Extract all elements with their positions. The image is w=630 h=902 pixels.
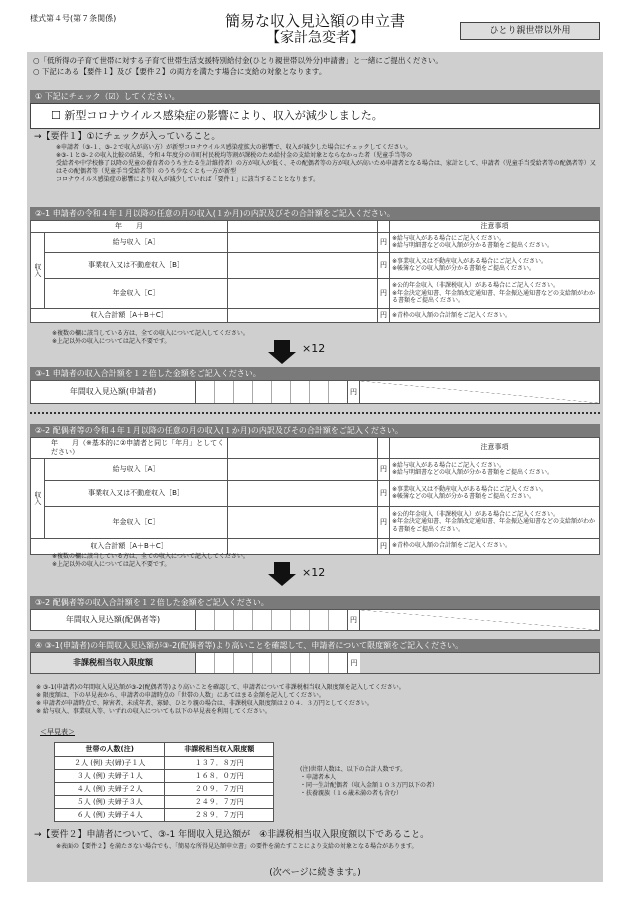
year-month[interactable]: 年 月（※基本的に②申請者と同じ「年月」としてください） <box>31 438 228 459</box>
note-line: ※公的年金収入（非課税収入）がある場合にご記入ください。 <box>392 282 560 289</box>
total-note: ※青枠の収入額の合計額をご記入ください。 <box>390 308 600 322</box>
note-line: ※年金決定通知書、年金額改定通知書、年金振込通知書などの支給額がわかる書類をご提出ください。 <box>392 518 596 533</box>
income-side-label: 収入 <box>31 232 45 308</box>
form-number: 様式第４号(第７条関係) <box>30 14 117 23</box>
annual-applicant-input[interactable] <box>196 381 348 403</box>
note-line: ※ ③-1(申請者)の年間収入見込額が③-2(配偶者等)より高いことを確認して、申請者について非課税相当収入限度額を記入してください。 <box>36 684 405 691</box>
annual-applicant-label: 年間収入見込額(申請者) <box>31 381 196 403</box>
table-row <box>55 783 274 796</box>
requirement2-note: ※表面の【要件２】を満たさない場合でも、「簡易な所得見込額申立書」の要件を満たすことにより支給の対象となる場合があります。 <box>56 843 418 850</box>
times-twelve: ×12 <box>302 342 326 355</box>
section22-header: ②-2 配偶者等の令和４年１月以降の任意の月の収入(１か月)の内訳及びその合計額をご記入ください。 <box>30 424 600 437</box>
section32-header: ③-2 配偶者等の収入合計額を１２倍した金額をご記入ください。 <box>30 596 600 609</box>
cell: ４人 (例) 夫婦子２人 <box>55 783 165 796</box>
cell: ２８９．７万円 <box>165 809 274 822</box>
page-title: 簡易な収入見込額の申立書 <box>224 12 405 30</box>
note-line: ※帳簿などの収入額が分かる書類をご提出ください。 <box>392 265 536 273</box>
total-note: ※青枠の収入額の合計額をご記入ください。 <box>390 538 600 554</box>
note-line: 受給者や中学校修了以降の児童の養育者のうち主たる生計維持者）の方が収入が低く、その配偶者等の方が収入が高いため申請者となる場合は、家計として、申請者（児童手当受給者等の配偶者等）又はその配偶者等（児童手当受給者等）のうち少なくとも一方が新型 <box>56 160 596 175</box>
times-twelve: ×12 <box>302 566 326 579</box>
section4-notes <box>36 684 596 716</box>
cell: １３７．８万円 <box>165 757 274 770</box>
note-line: ・申請者本人 <box>300 774 337 781</box>
quick-h2: 非課税相当収入限度額 <box>165 743 274 757</box>
table-row <box>55 809 274 822</box>
dotted-divider <box>30 412 600 414</box>
pension-label: 年金収入［C］ <box>45 278 228 308</box>
note-line: ※給与収入がある場合にご記入ください。 <box>392 234 506 242</box>
note-line: ※事業収入又は不動産収入がある場合にご記入ください。 <box>392 257 548 265</box>
note-line: ※給与収入がある場合にご記入ください。 <box>392 461 506 469</box>
note-line: ※上記以外の収入については記入不要です。 <box>52 338 171 345</box>
table-row <box>55 770 274 783</box>
note-line: ※ 申請者が申請時点で、障害者、未成年者、寡婦、ひとり親の場合は、非課税収入限度額は２０４．３万円としてください。 <box>36 700 373 707</box>
notes-heading: 注意事項 <box>390 438 600 459</box>
note-line: ※帳簿などの収入額が分かる書類をご提出ください。 <box>392 493 536 500</box>
yen-unit: 円 <box>378 308 390 322</box>
yen-unit: 円 <box>378 506 390 538</box>
intro <box>33 56 598 77</box>
note-line: ※年金決定通知書、年金額改定通知書、年金振込通知書などの支給額がわかる書類をご提出ください。 <box>392 289 596 304</box>
limit-label: 非課税相当収入限度額 <box>31 653 196 673</box>
table-row <box>55 757 274 770</box>
section4-header: ④ ③-1(申請者)の年間収入見込額が③-2(配偶者等)より高いことを確認して、申請者について限度額をご記入ください。 <box>30 639 600 652</box>
section21-foot <box>52 330 249 346</box>
note-line: ※複数の欄に該当している方は、全ての収入について記入してください。 <box>52 330 249 337</box>
table-row <box>55 796 274 809</box>
pension-label: 年金収入［C］ <box>45 506 228 538</box>
note-line: ※ 限度額は、下の早見表から、申請者の申請時点の「世帯の人数」にあてはまる金額を記入してください。 <box>36 692 325 699</box>
requirement1-title: →【要件１】①にチェックが入っていること。 <box>34 132 221 142</box>
limit-row <box>30 652 600 674</box>
notes-heading: 注意事項 <box>390 221 600 233</box>
note-line: ・同一生計配偶者（収入金額１０３万円以下の者） <box>300 782 439 789</box>
business-label: 事業収入又は不動産収入［B］ <box>45 480 228 506</box>
continued-footer: (次ページに続きます。) <box>269 868 361 878</box>
note-line: コロナウイルス感染症の影響により収入が減少していれば「要件１」に該当することとなります。 <box>56 176 320 183</box>
note-line: ※ 給与収入、事業収入等、いずれの収入についても以下の早見表を利用してください。 <box>36 708 271 715</box>
covid-checkbox[interactable]: ☐ 新型コロナウイルス感染症の影響により、収入が減少しました。 <box>30 103 600 129</box>
business-input[interactable] <box>228 252 378 278</box>
business-input[interactable] <box>228 480 378 506</box>
note-line: ※上記以外の収入については記入不要です。 <box>52 561 171 568</box>
cell: ２０９．７万円 <box>165 783 274 796</box>
annual-spouse-label: 年間収入見込額(配偶者等) <box>31 610 196 630</box>
yen-unit: 円 <box>378 278 390 308</box>
note-line: (注)世帯人数は、以下の合計人数です。 <box>300 766 407 773</box>
requirement2-title: →【要件２】申請者について、③-1 年間収入見込額が ④非課税相当収入限度額以下であること。 <box>34 830 430 840</box>
income-side-label: 収入 <box>31 458 45 538</box>
yen-unit: 円 <box>350 659 358 667</box>
section31-header: ③-1 申請者の収入合計額を１２倍した金額をご記入ください。 <box>30 367 600 380</box>
yen-unit: 円 <box>348 610 360 630</box>
income-table-spouse <box>30 437 600 555</box>
note-line: ・扶養親族（１６歳未満の者も含む） <box>300 790 403 797</box>
cell: １６８．０万円 <box>165 770 274 783</box>
household-tag: ひとり親世帯以外用 <box>460 22 600 40</box>
household-note <box>300 766 590 798</box>
pension-input[interactable] <box>228 506 378 538</box>
yen-unit: 円 <box>348 381 360 403</box>
quick-h1: 世帯の人数(注) <box>55 743 165 757</box>
cell: ２４９．７万円 <box>165 796 274 809</box>
down-arrow <box>268 340 296 364</box>
income-table-applicant <box>30 220 600 323</box>
salary-label: 給与収入［A］ <box>45 458 228 480</box>
note-line: ※申請者（③-１、③-２で収入が高い方）が新型コロナウイルス感染症拡大の影響で、収入が減少した場合にチェックしてください。 <box>56 144 412 151</box>
annual-spouse-row <box>30 609 600 631</box>
note-line: ※給与明細書などの収入額が分かる書類をご提出ください。 <box>392 242 554 250</box>
intro-line: ○「低所得の子育て世帯に対する子育て世帯生活支援特別給付金(ひとり親世帯以外分)申請書」と一緒にご提出ください。 <box>33 56 443 65</box>
pension-input[interactable] <box>228 278 378 308</box>
total-input[interactable] <box>228 538 378 554</box>
total-label: 収入合計額［A＋B＋C］ <box>31 308 228 322</box>
total-input[interactable] <box>228 308 378 322</box>
section1-header: ① 下記にチェック（☑）してください。 <box>30 90 600 103</box>
salary-input[interactable] <box>228 458 378 480</box>
yen-unit: 円 <box>378 458 390 480</box>
annual-spouse-input[interactable] <box>196 610 348 630</box>
annual-applicant-row <box>30 380 600 404</box>
requirement1-notes <box>56 144 596 184</box>
cell: ５人 (例) 夫婦子３人 <box>55 796 165 809</box>
business-label: 事業収入又は不動産収入［B］ <box>45 252 228 278</box>
section21-header: ②-1 申請者の令和４年１月以降の任意の月の収入(１か月)の内訳及びその合計額をご記入ください。 <box>30 207 600 220</box>
note-line: ※給与明細書などの収入額が分かる書類をご提出ください。 <box>392 469 554 476</box>
yen-unit: 円 <box>378 232 390 252</box>
intro-line: ○ 下記にある【要件１】及び【要件２】の両方を満たす場合に支給の対象となります。 <box>33 67 327 77</box>
quick-table-title: ＜早見表＞ <box>40 728 75 736</box>
section22-foot <box>52 553 249 569</box>
yen-unit: 円 <box>378 538 390 554</box>
salary-input[interactable] <box>228 232 378 252</box>
yen-unit: 円 <box>378 252 390 278</box>
total-label: 収入合計額［A＋B＋C］ <box>31 538 228 554</box>
yen-unit: 円 <box>378 480 390 506</box>
page-subtitle: 【家計急変者】 <box>266 30 364 46</box>
note-line: ※複数の欄に該当している方は、全ての収入について記入してください。 <box>52 553 249 560</box>
down-arrow <box>268 562 296 586</box>
note-line: ※③-１と③-２の収入比較の結果、令和４年度分の市町村民税均等割が課税のため給付金の支給対象とならなかった者（児童手当等の <box>56 152 413 159</box>
note-line: ※公的年金収入（非課税収入）がある場合にご記入ください。 <box>392 510 560 518</box>
year-month[interactable]: 年 月 <box>31 221 228 233</box>
note-line: ※事業収入又は不動産収入がある場合にご記入ください。 <box>392 485 548 493</box>
limit-input[interactable] <box>196 653 348 673</box>
quick-table <box>54 742 274 822</box>
cell: ２人 (例) 夫(婦)子１人 <box>55 757 165 770</box>
cell: ６人 (例) 夫婦子４人 <box>55 809 165 822</box>
cell: ３人 (例) 夫婦子１人 <box>55 770 165 783</box>
salary-label: 給与収入［A］ <box>45 232 228 252</box>
